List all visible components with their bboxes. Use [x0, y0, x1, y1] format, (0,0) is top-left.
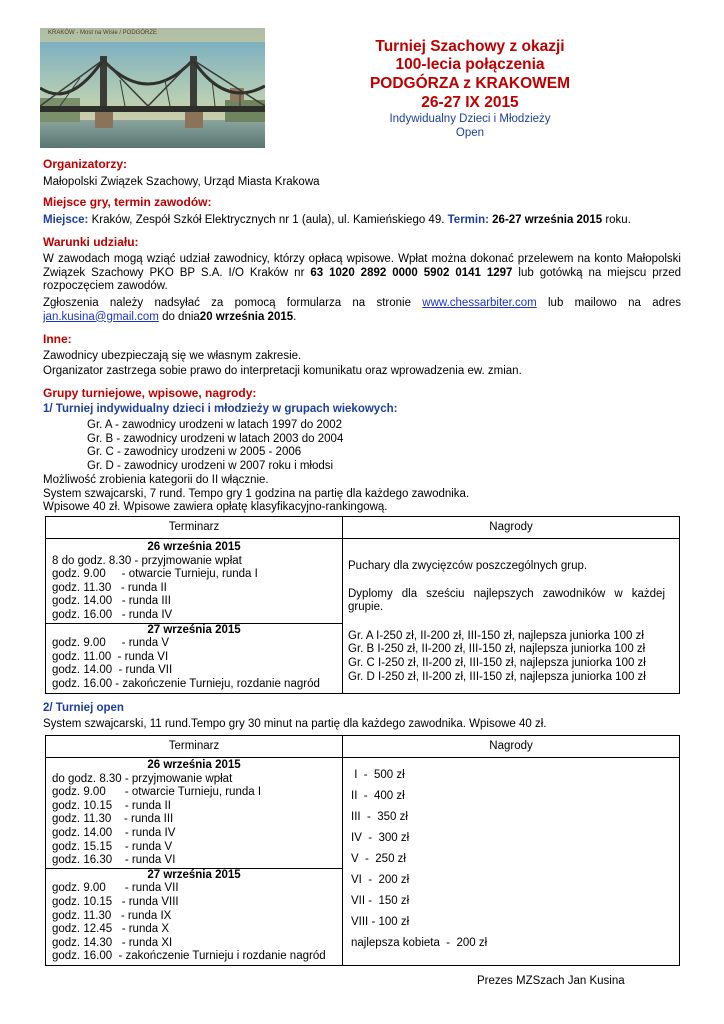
- table2-col-prizes: Nagrody: [343, 736, 680, 758]
- table2-prize-row: I - 500 zł: [351, 769, 405, 781]
- date-value: 26-27 września 2015: [492, 214, 603, 226]
- schedule-table-2: [45, 735, 680, 966]
- table1-prize-diplomas: Dyplomy dla sześciu najlepszych zawodników w każdej grupie.: [348, 587, 665, 614]
- table2-row: godz. 14.00 - runda IV: [52, 826, 176, 839]
- table1-schedule-cell: [46, 539, 343, 694]
- table2-prizes-cell: [343, 758, 680, 966]
- table1-row: 8 do godz. 8.30 - przyjmowanie wpłat: [52, 554, 242, 567]
- table1-col-schedule: Terminarz: [46, 517, 343, 539]
- category-note: Możliwość zrobienia kategorii do II włącznie.: [43, 474, 269, 486]
- other-heading: Inne:: [43, 332, 72, 346]
- conditions-p1-text: W zawodach mogą wziąć udział zawodnicy, którzy opłacą wpisowe. Wpłat można dokonać przelewem na konto Małopolski Związek Szachowy PKO BP S.A. I/O Kraków nr: [43, 253, 681, 279]
- subtitle-open: Open: [455, 127, 485, 139]
- conditions-paragraph-2: [43, 297, 681, 324]
- table1-row: godz. 11.00 - runda VI: [52, 650, 169, 663]
- title-line-2: 100-lecia połączenia: [395, 56, 545, 73]
- group-item: Gr. C - zawodnicy urodzeni w 2005 - 2006: [87, 446, 302, 459]
- table2-row: godz. 14.30 - runda XI: [52, 936, 173, 949]
- table1-prize-cups: Puchary dla zwycięzców poszczególnych grup.: [348, 560, 588, 572]
- table2-prize-row: VI - 200 zł: [351, 874, 410, 886]
- subtitle-category: Indywidualny Dzieci i Młodzieży: [389, 113, 551, 125]
- table2-col-schedule: Terminarz: [46, 736, 343, 758]
- place-text: Kraków, Zespół Szkół Elektrycznych nr 1 (aula), ul. Kamieńskiego 49.: [91, 214, 445, 226]
- table2-row: godz. 10.15 - runda VIII: [52, 895, 179, 908]
- table1-day2: 27 września 2015: [147, 623, 241, 636]
- table2-row: godz. 16.30 - runda VI: [52, 854, 176, 867]
- group-item: Gr. A - zawodnicy urodzeni w latach 1997 do 2002: [87, 419, 343, 431]
- table2-row: godz. 9.00 - runda VII: [52, 882, 179, 895]
- date-label: Termin:: [447, 214, 489, 226]
- conditions-paragraph-1: [43, 253, 681, 294]
- table1-prizes-cell: [343, 539, 680, 694]
- table1-day1: 26 września 2015: [147, 541, 241, 553]
- date-suffix: roku.: [605, 214, 631, 226]
- venue-heading: Miejsce gry, termin zawodów:: [43, 195, 212, 209]
- table2-prize-row: V - 250 zł: [351, 853, 406, 865]
- postcard-caption: KRAKÓW - Most na Wisle / PODGÓRZE: [48, 30, 158, 36]
- email-link[interactable]: jan.kusina@gmail.com: [43, 310, 159, 323]
- open-heading: 2/ Turniej open: [43, 702, 124, 714]
- table2-row: godz. 12.45 - runda X: [52, 923, 169, 936]
- deadline-date: 20 września 2015: [199, 310, 294, 323]
- table2-day2: 27 września 2015: [147, 868, 241, 881]
- table2-row: godz. 16.00 - zakończenie Turnieju i rozdanie nagród: [52, 950, 326, 963]
- organizers-text: Małopolski Związek Szachowy, Urząd Miasta Krakowa: [43, 176, 320, 188]
- bridge-postcard-image: [40, 28, 265, 148]
- place-label: Miejsce:: [43, 214, 89, 226]
- group-list: [87, 419, 343, 473]
- table2-prize-row: najlepsza kobieta - 200 zł: [351, 937, 488, 949]
- signature: Prezes MZSzach Jan Kusina: [477, 975, 625, 987]
- table2-row: godz. 10.15 - runda II: [52, 799, 171, 812]
- group-item: Gr. B - zawodnicy urodzeni w latach 2003 do 2004: [87, 432, 344, 445]
- groups-heading: Grupy turniejowe, wpisowe, nagrody:: [43, 386, 257, 400]
- system-note: System szwajcarski, 7 rund. Tempo gry 1 godzina na partię dla każdego zawodnika.: [43, 487, 470, 500]
- title-line-1: Turniej Szachowy z okazji: [375, 38, 565, 55]
- table2-prize-row: III - 350 zł: [351, 811, 408, 823]
- table1-row: godz. 16.00 - runda IV: [52, 608, 173, 621]
- fee-note: Wpisowe 40 zł. Wpisowe zawiera opłatę klasyfikacyjno-rankingową.: [43, 501, 388, 514]
- open-text: System szwajcarski, 11 rund.Tempo gry 30 minut na partię dla każdego zawodnika. Wpisowe 40 zł.: [43, 718, 547, 730]
- title-line-4: 26-27 IX 2015: [421, 94, 519, 111]
- table2-schedule-cell: [46, 758, 343, 966]
- table1-row: godz. 14.00 - runda VII: [52, 664, 173, 677]
- conditions-p2-period: .: [293, 310, 297, 323]
- groups-notes: [43, 474, 469, 515]
- conditions-p2-mid: lub mailowo na adres: [548, 297, 681, 309]
- chessarbiter-link[interactable]: www.chessarbiter.com: [422, 297, 537, 309]
- organizers-heading: Organizatorzy:: [43, 157, 128, 171]
- table2-row: do godz. 8.30 - przyjmowanie wpłat: [52, 772, 233, 785]
- other-line-1: Zawodnicy ubezpieczają się we własnym zakresie.: [43, 350, 302, 362]
- table1-prize-row: Gr. B I-250 zł, II-200 zł, III-150 zł, najlepsza juniorka 100 zł: [348, 643, 646, 656]
- table2-row: godz. 9.00 - otwarcie Turnieju, runda I: [52, 786, 262, 799]
- conditions-heading: Warunki udziału:: [43, 235, 139, 249]
- other-line-2: Organizator zastrzega sobie prawo do interpretacji komunikatu oraz wprowadzenia ew. zmian.: [43, 365, 522, 377]
- conditions-p1-end: lub gotówką na miejscu przed rozpoczęciem zawodów.: [43, 266, 681, 293]
- table2-day1: 26 września 2015: [147, 759, 241, 771]
- table1-col-prizes: Nagrody: [343, 517, 680, 539]
- table1-row: godz. 11.30 - runda II: [52, 581, 167, 594]
- table2-prize-row: II - 400 zł: [351, 790, 405, 802]
- table1-prize-row: Gr. D I-250 zł, II-200 zł, III-150 zł, najlepsza juniorka 100 zł: [348, 670, 646, 683]
- table2-prize-row: VII - 150 zł: [351, 895, 410, 907]
- table1-row: godz. 9.00 - otwarcie Turnieju, runda I: [52, 568, 258, 581]
- tournament-1-heading: 1/ Turniej indywidualny dzieci i młodzieży w grupach wiekowych:: [43, 403, 398, 415]
- table2-prize-row: IV - 300 zł: [351, 832, 410, 844]
- table2-row: godz. 11.30 - runda IX: [52, 909, 172, 922]
- bank-account: 63 1020 2892 0000 5902 0141 1297: [310, 266, 513, 279]
- table2-row: godz. 11.30 - runda III: [52, 813, 174, 826]
- table1-row: godz. 14.00 - runda III: [52, 595, 171, 608]
- table1-row: godz. 16.00 - zakończenie Turnieju, rozdanie nagród: [52, 677, 320, 690]
- table1-prize-row: Gr. A I-250 zł, II-200 zł, III-150 zł, najlepsza juniorka 100 zł: [348, 629, 644, 642]
- group-item: Gr. D - zawodnicy urodzeni w 2007 roku i młodsi: [87, 459, 334, 472]
- conditions-p2-text: Zgłoszenia należy nadsyłać za pomocą formularza na stronie: [43, 297, 411, 309]
- table2-prize-row: VIII - 100 zł: [351, 916, 410, 928]
- conditions-p2-deadline-label: do dnia: [162, 310, 200, 323]
- table2-row: godz. 15.15 - runda V: [52, 840, 173, 853]
- schedule-table-1: [45, 516, 680, 694]
- venue-line: [43, 214, 631, 228]
- table1-row: godz. 9.00 - runda V: [52, 637, 169, 650]
- table1-prize-row: Gr. C I-250 zł, II-200 zł, III-150 zł, najlepsza juniorka 100 zł: [348, 656, 646, 669]
- title-line-3: PODGÓRZA z KRAKOWEM: [369, 75, 571, 92]
